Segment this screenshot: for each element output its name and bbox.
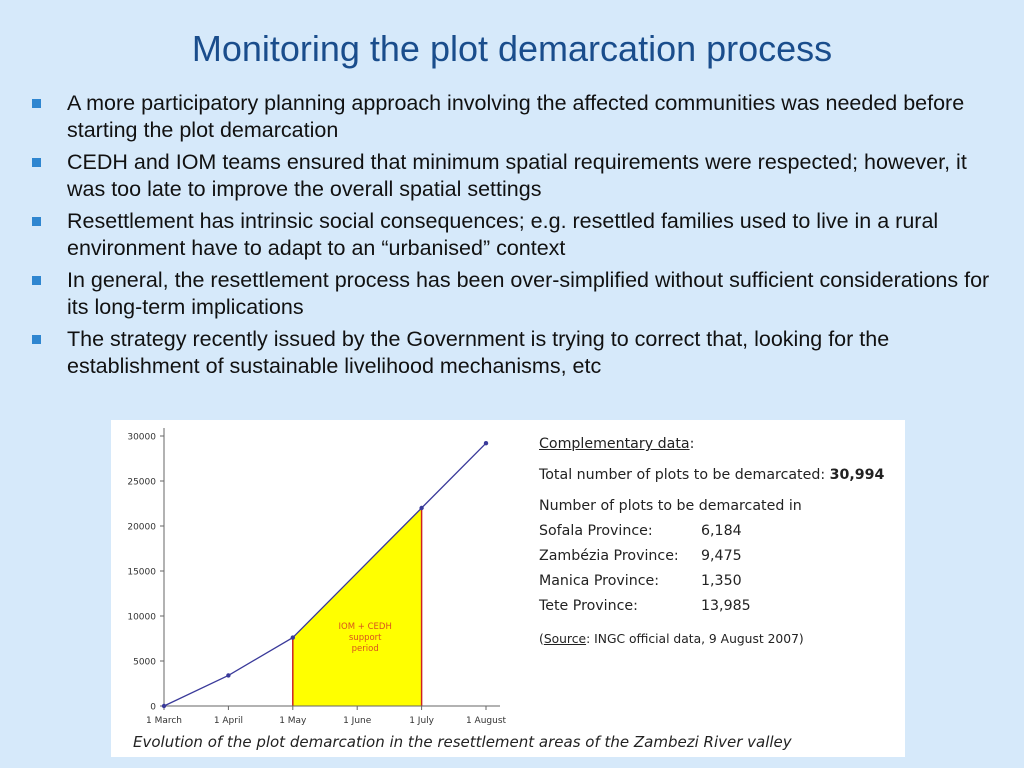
province-value: 13,985 <box>701 598 751 614</box>
complementary-heading-row <box>539 436 694 452</box>
per-province-heading: Number of plots to be demarcated in <box>539 498 802 514</box>
source-prefix: ( <box>539 632 544 646</box>
province-row <box>539 548 779 564</box>
total-value: 30,994 <box>829 467 885 483</box>
province-value: 6,184 <box>701 523 742 539</box>
bullet-square-icon <box>32 276 41 285</box>
bullet-text: Resettlement has intrinsic social consequences; e.g. resettled families used to live in a rural environment have to adapt to an “urbanised” context <box>67 209 939 260</box>
bullet-square-icon <box>32 335 41 344</box>
data-point <box>484 441 488 445</box>
province-row <box>539 523 779 539</box>
bullet-square-icon <box>32 99 41 108</box>
x-tick-label: 1 July <box>409 716 434 726</box>
data-point <box>162 704 166 708</box>
complementary-heading-suffix: : <box>689 436 695 452</box>
support-period-label: period <box>351 644 379 654</box>
figure-caption: Evolution of the plot demarcation in the resettlement areas of the Zambezi River valley <box>133 733 792 751</box>
province-name: Zambézia Province: <box>539 548 679 564</box>
y-tick-label: 15000 <box>127 567 156 578</box>
bullet-item <box>30 90 990 144</box>
source-row <box>539 632 804 646</box>
y-tick-label: 20000 <box>127 522 156 533</box>
line-chart <box>111 420 531 730</box>
complementary-heading: Complementary data <box>539 436 690 452</box>
province-row <box>539 598 779 614</box>
y-tick-label: 10000 <box>127 612 156 623</box>
chart-figure <box>111 420 905 757</box>
province-row <box>539 573 779 589</box>
province-value: 1,350 <box>701 573 742 589</box>
x-tick-label: 1 June <box>343 716 372 726</box>
x-tick-label: 1 April <box>213 716 243 726</box>
slide-title: Monitoring the plot demarcation process <box>191 28 833 69</box>
data-point <box>419 506 423 510</box>
y-tick-label: 25000 <box>127 477 156 488</box>
bullet-list <box>30 90 990 385</box>
x-tick-label: 1 May <box>279 716 307 726</box>
bullet-text: In general, the resettlement process has been over-simplified without sufficient considerations for its long-term implications <box>67 268 990 319</box>
bullet-text: CEDH and IOM teams ensured that minimum spatial requirements were respected; however, it was too late to improve the overall spatial settings <box>67 150 967 201</box>
total-row <box>539 467 884 483</box>
bullet-item <box>30 208 990 262</box>
source-label: Source <box>543 632 587 646</box>
province-name: Sofala Province: <box>539 523 653 539</box>
total-label: Total number of plots to be demarcated: <box>539 467 830 483</box>
data-point <box>226 673 230 677</box>
y-tick-label: 30000 <box>127 432 156 443</box>
province-name: Tete Province: <box>539 598 638 614</box>
bullet-item <box>30 267 990 321</box>
province-name: Manica Province: <box>539 573 660 589</box>
bullet-square-icon <box>32 217 41 226</box>
province-value: 9,475 <box>701 548 742 564</box>
data-point <box>291 635 295 639</box>
y-tick-label: 5000 <box>133 657 156 668</box>
bullet-item <box>30 326 990 380</box>
x-tick-label: 1 March <box>145 716 183 726</box>
x-tick-label: 1 August <box>465 716 507 726</box>
support-period-label: IOM + CEDH <box>338 622 392 632</box>
support-period-label: support <box>348 633 382 643</box>
bullet-text: The strategy recently issued by the Government is trying to correct that, looking for the establishment of sustainable livelihood mechanisms, etc <box>67 327 890 378</box>
bullet-item <box>30 149 990 203</box>
y-tick-label: 0 <box>150 702 156 713</box>
bullet-square-icon <box>32 158 41 167</box>
support-period-area <box>293 508 422 706</box>
bullet-text: A more participatory planning approach involving the affected communities was needed before starting the plot demarcation <box>67 91 965 142</box>
source-text: : INGC official data, 9 August 2007) <box>586 632 804 646</box>
